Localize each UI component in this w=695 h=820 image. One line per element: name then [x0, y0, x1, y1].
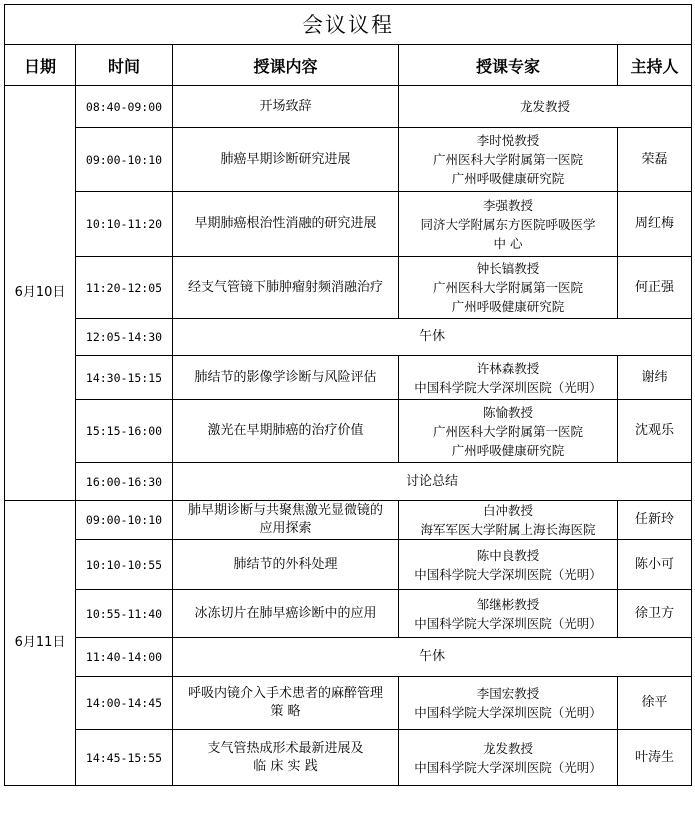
text-line: 白冲教授	[482, 503, 533, 518]
text-line: 中国科学院大学深圳医院（光明）	[414, 615, 602, 631]
text-line: 陈愉教授	[482, 404, 533, 420]
time-cell: 14:45-15:55	[76, 730, 173, 786]
time-cell: 10:10-10:55	[76, 540, 173, 590]
text-line: 呼吸内镜介入手术患者的麻醉管理	[187, 686, 383, 701]
text-line: 许林森教授	[476, 360, 540, 376]
text-line: 李国宏教授	[476, 686, 540, 701]
text-line: 支气管热成形术最新进展及	[207, 740, 364, 756]
text-line: 李时悦教授	[476, 133, 540, 148]
text-line: 中国科学院大学深圳医院（光明）	[414, 379, 602, 395]
text-line: 激光在早期肺癌的治疗价值	[207, 423, 364, 438]
time-cell: 09:00-10:10	[76, 501, 173, 540]
title-row	[5, 5, 692, 45]
text-line: 龙发教授	[520, 99, 571, 114]
host-cell: 谢纬	[618, 356, 692, 400]
topic-cell	[173, 590, 399, 638]
text-line: 冰冻切片在肺早癌诊断中的应用	[194, 605, 377, 621]
expert-cell	[399, 730, 618, 786]
host-cell: 何正强	[618, 257, 692, 319]
table-row	[5, 86, 692, 128]
table-row	[5, 677, 692, 730]
time-cell: 09:00-10:10	[76, 128, 173, 192]
header-host: 主持人	[618, 45, 692, 86]
table-row	[5, 192, 692, 257]
time-cell: 16:00-16:30	[76, 463, 173, 501]
date-cell: 6月11日	[5, 501, 76, 786]
date-cell: 6月10日	[5, 86, 76, 501]
table-row	[5, 501, 692, 540]
time-cell: 14:00-14:45	[76, 677, 173, 730]
header-expert: 授课专家	[399, 45, 618, 86]
header-time: 时间	[76, 45, 173, 86]
text-line: 海军军医大学附属上海长海医院	[420, 522, 596, 537]
host-cell: 荣磊	[618, 128, 692, 192]
expert-cell	[399, 257, 618, 319]
text-line: 广州医科大学附属第一医院	[432, 280, 583, 295]
host-cell: 周红梅	[618, 192, 692, 257]
text-line: 广州呼吸健康研究院	[451, 442, 565, 458]
text-line: 中国科学院大学深圳医院（光明）	[414, 566, 602, 582]
topic-cell	[173, 192, 399, 257]
topic-cell	[173, 356, 399, 400]
text-line: 肺结节的外科处理	[233, 556, 338, 572]
text-line: 同济大学附属东方医院呼吸医学	[420, 216, 596, 232]
table-row	[5, 257, 692, 319]
text-line: 钟长镐教授	[476, 261, 540, 276]
expert-cell	[399, 192, 618, 257]
topic-cell	[173, 677, 399, 730]
host-cell: 叶涛生	[618, 730, 692, 786]
text-line: 中国科学院大学深圳医院（光明）	[414, 759, 602, 775]
time-cell: 12:05-14:30	[76, 319, 173, 356]
page-title: 会议议程	[5, 5, 692, 45]
host-cell: 徐卫方	[618, 590, 692, 638]
text-line: 广州医科大学附属第一医院	[432, 423, 583, 439]
expert-cell	[399, 590, 618, 638]
table-row	[5, 400, 692, 463]
host-cell: 沈观乐	[618, 400, 692, 463]
table-row	[5, 590, 692, 638]
break-cell: 讨论总结	[173, 463, 692, 501]
expert-cell	[399, 400, 618, 463]
time-cell: 15:15-16:00	[76, 400, 173, 463]
table-row	[5, 463, 692, 501]
host-cell: 任新玲	[618, 501, 692, 540]
text-line: 龙发教授	[482, 740, 533, 756]
text-line: 开场致辞	[259, 98, 312, 114]
text-line: 经支气管镜下肺肿瘤射频消融治疗	[187, 279, 383, 295]
table-row	[5, 730, 692, 786]
expert-cell	[399, 501, 618, 540]
topic-cell	[173, 86, 399, 128]
table-row	[5, 356, 692, 400]
time-cell: 14:30-15:15	[76, 356, 173, 400]
topic-cell	[173, 257, 399, 319]
header-topic: 授课内容	[173, 45, 399, 86]
expert-cell	[399, 540, 618, 590]
text-line: 中国科学院大学深圳医院（光明）	[414, 705, 602, 720]
topic-cell	[173, 730, 399, 786]
time-cell: 08:40-09:00	[76, 86, 173, 128]
time-cell: 11:20-12:05	[76, 257, 173, 319]
time-cell: 11:40-14:00	[76, 638, 173, 677]
table-row	[5, 319, 692, 356]
break-cell: 午休	[173, 319, 692, 356]
text-line: 临 床 实 践	[253, 758, 318, 774]
text-line: 广州医科大学附属第一医院	[432, 152, 583, 167]
text-line: 早期肺癌根治性消融的研究进展	[194, 216, 377, 231]
topic-cell	[173, 501, 399, 540]
header-row	[5, 45, 692, 86]
header-date: 日期	[5, 45, 76, 86]
expert-cell	[399, 128, 618, 192]
host-cell: 陈小可	[618, 540, 692, 590]
text-line: 陈中良教授	[476, 547, 540, 563]
expert-cell	[399, 677, 618, 730]
host-cell: 徐平	[618, 677, 692, 730]
table-row	[5, 540, 692, 590]
text-line: 邹继彬教授	[476, 596, 540, 612]
text-line: 应用探索	[259, 521, 312, 536]
text-line: 广州呼吸健康研究院	[451, 171, 565, 186]
table-row	[5, 128, 692, 192]
time-cell: 10:55-11:40	[76, 590, 173, 638]
text-line: 肺结节的影像学诊断与风险评估	[194, 369, 377, 385]
break-cell: 午休	[173, 638, 692, 677]
text-line: 策 略	[270, 704, 301, 719]
topic-cell	[173, 540, 399, 590]
text-line: 肺早期诊断与共聚焦激光显微镜的	[187, 503, 383, 518]
expert-cell	[399, 86, 692, 128]
text-line: 李强教授	[482, 197, 533, 213]
text-line: 中 心	[493, 235, 523, 251]
table-row	[5, 638, 692, 677]
topic-cell	[173, 400, 399, 463]
expert-cell	[399, 356, 618, 400]
agenda-table	[4, 4, 692, 786]
text-line: 广州呼吸健康研究院	[451, 299, 565, 314]
text-line: 肺癌早期诊断研究进展	[220, 151, 351, 167]
topic-cell	[173, 128, 399, 192]
time-cell: 10:10-11:20	[76, 192, 173, 257]
